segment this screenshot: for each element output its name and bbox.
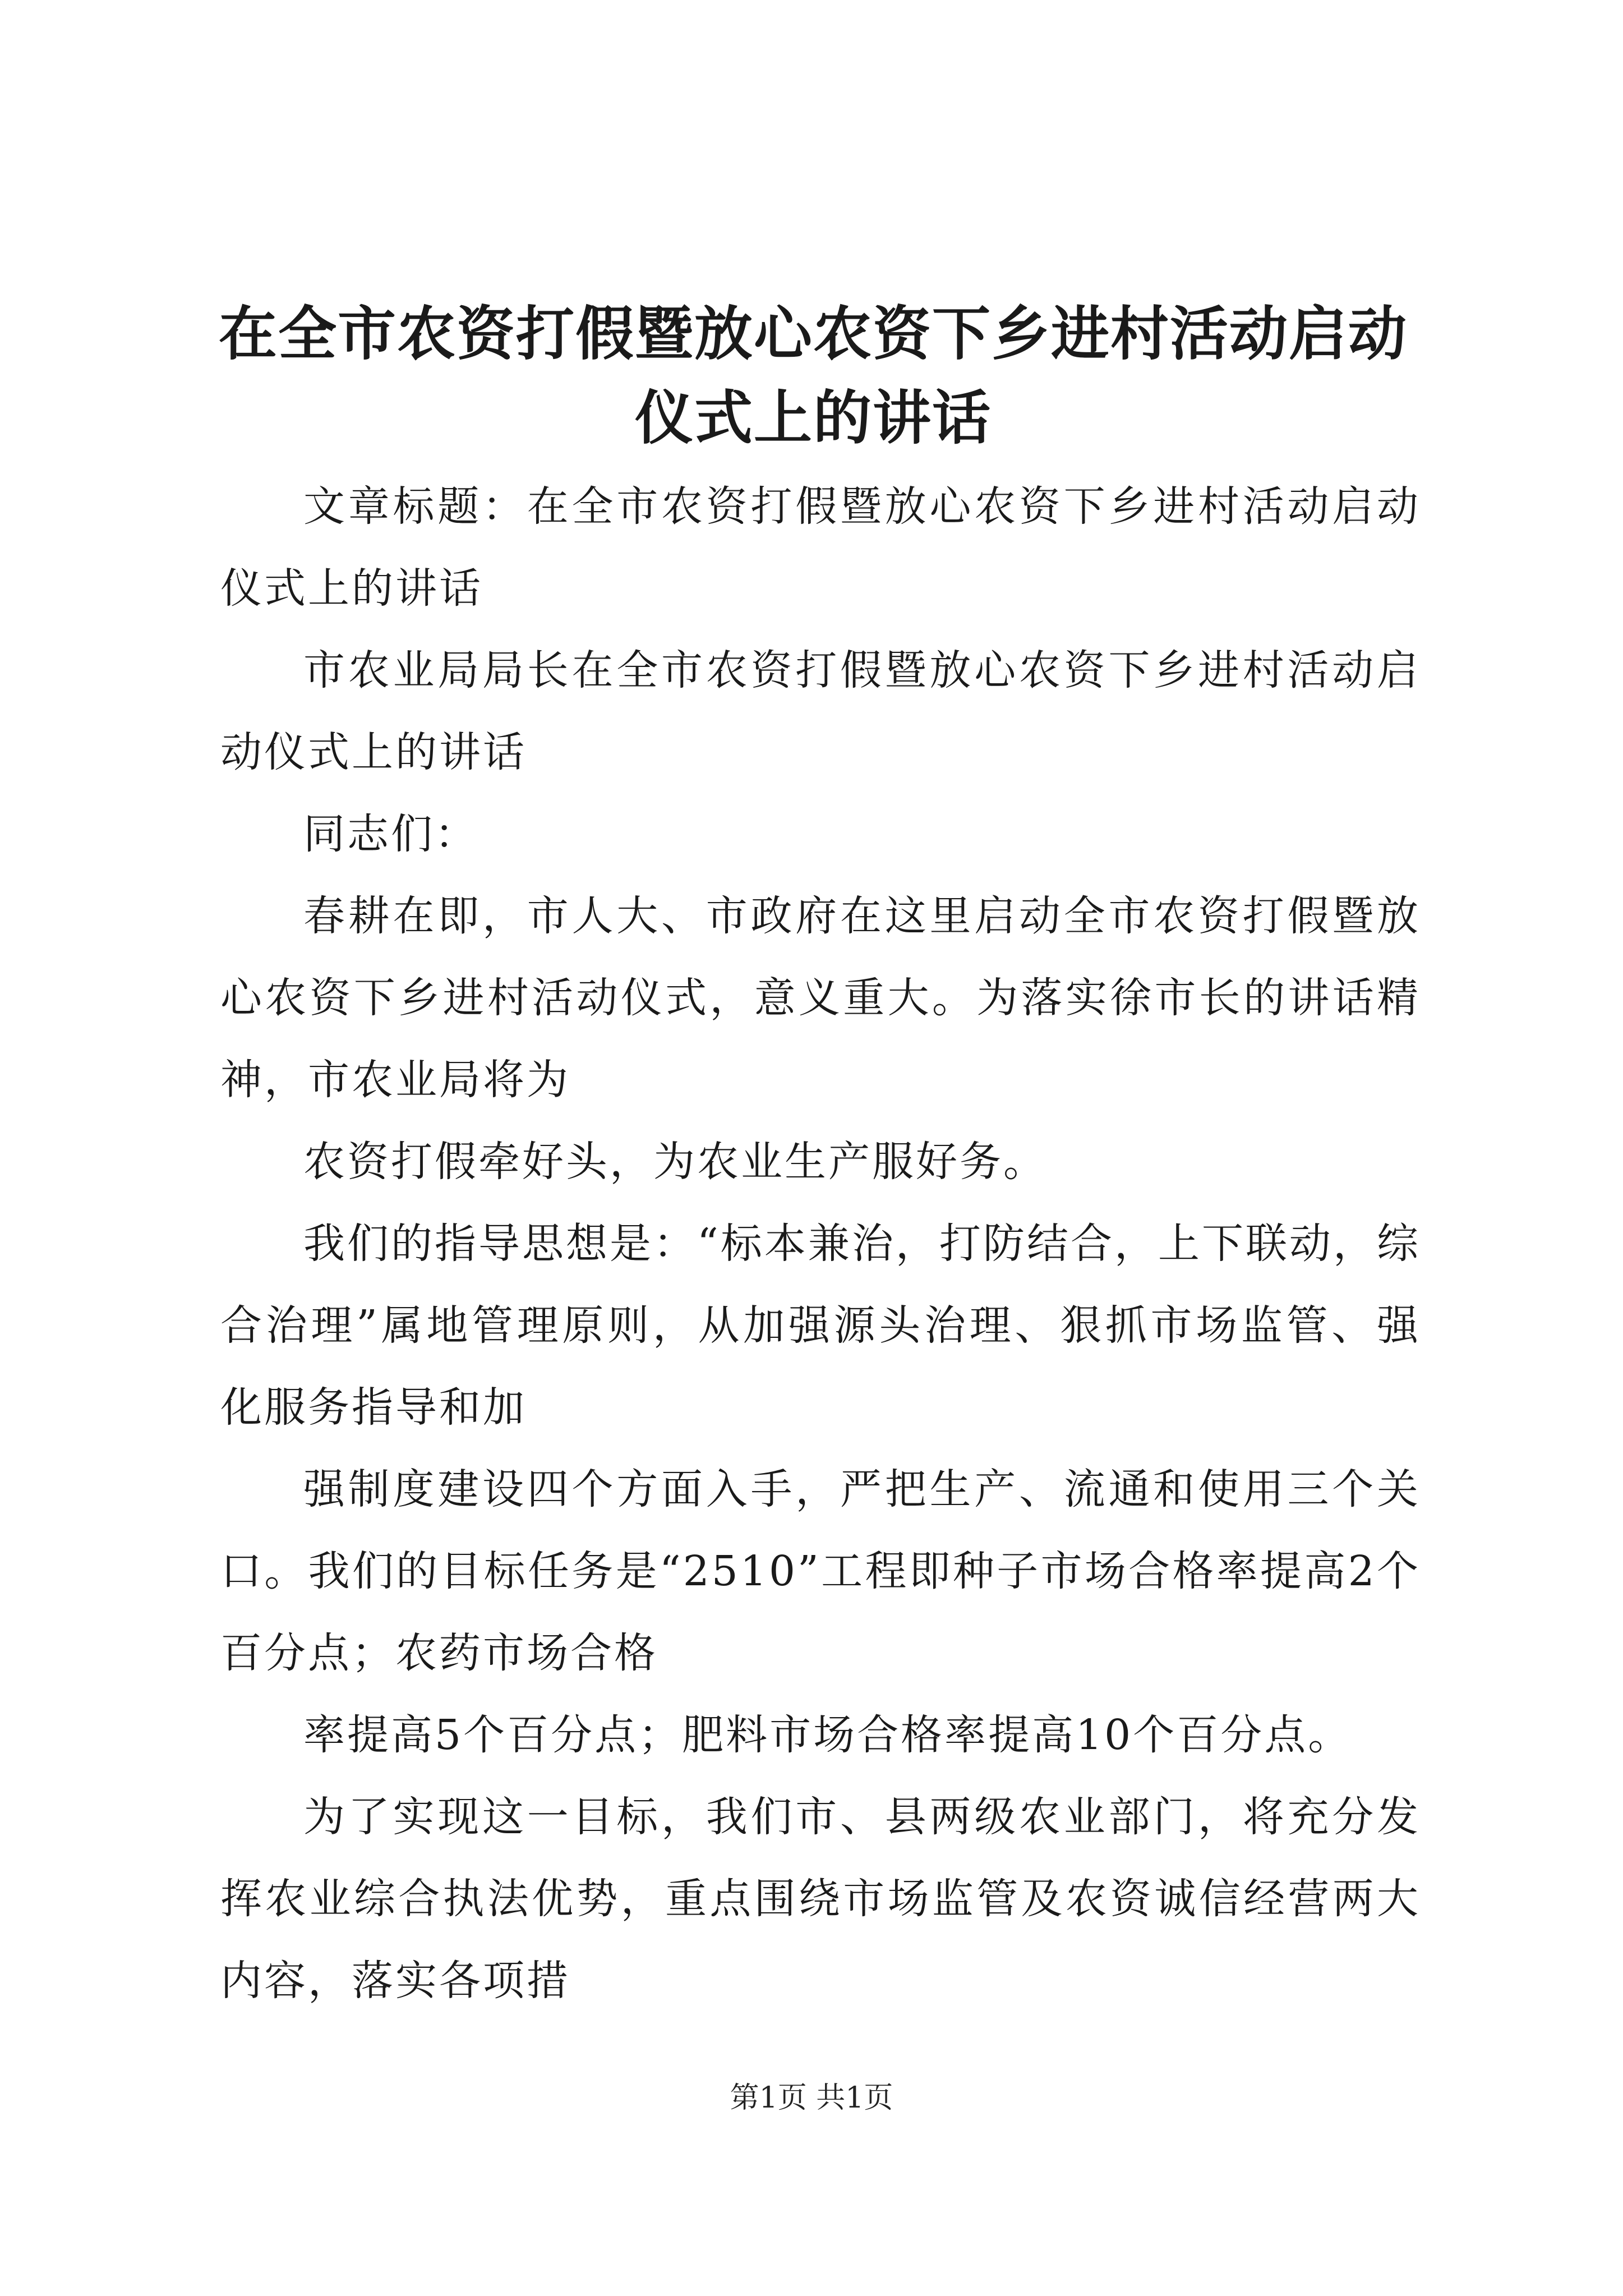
paragraph: 率提高5个百分点；肥料市场合格率提高10个百分点。 — [303, 1711, 1352, 1759]
paragraph-speaker: 市农业局局长在全市农资打假暨放心农资下乡进村活动启动仪式上的讲话 — [220, 646, 1421, 776]
page-number-label: 第1页 共1页 — [730, 2081, 893, 2115]
paragraph-article-title: 文章标题：在全市农资打假暨放心农资下乡进村活动启动仪式上的讲话 — [220, 482, 1421, 613]
paragraph: 农资打假牵好头，为农业生产服好务。 — [303, 1138, 1047, 1186]
paragraph: 为了实现这一目标，我们市、县两级农业部门，将充分发挥农业综合执法优势，重点围绕市场监管及农资诚信经营两大内容，落实各项措 — [220, 1793, 1421, 2005]
page-footer — [0, 2076, 1623, 2120]
paragraph: 强制度建设四个方面入手，严把生产、流通和使用三个关口。我们的目标任务是“2510”工程即种子市场合格率提高2个百分点；农药市场合格 — [220, 1465, 1421, 1677]
paragraph-salutation: 同志们： — [303, 810, 478, 858]
document-title: 在全市农资打假暨放心农资下乡进村活动启动仪式上的讲话 — [218, 300, 1408, 452]
document-body — [220, 466, 1421, 2022]
paragraph: 我们的指导思想是：“标本兼治，打防结合，上下联动，综合治理”属地管理原则，从加强源头治理、狠抓市场监管、强化服务指导和加 — [220, 1220, 1421, 1432]
paragraph: 春耕在即，市人大、市政府在这里启动全市农资打假暨放心农资下乡进村活动仪式，意义重大。为落实徐市长的讲话精神，市农业局将为 — [220, 892, 1421, 1104]
